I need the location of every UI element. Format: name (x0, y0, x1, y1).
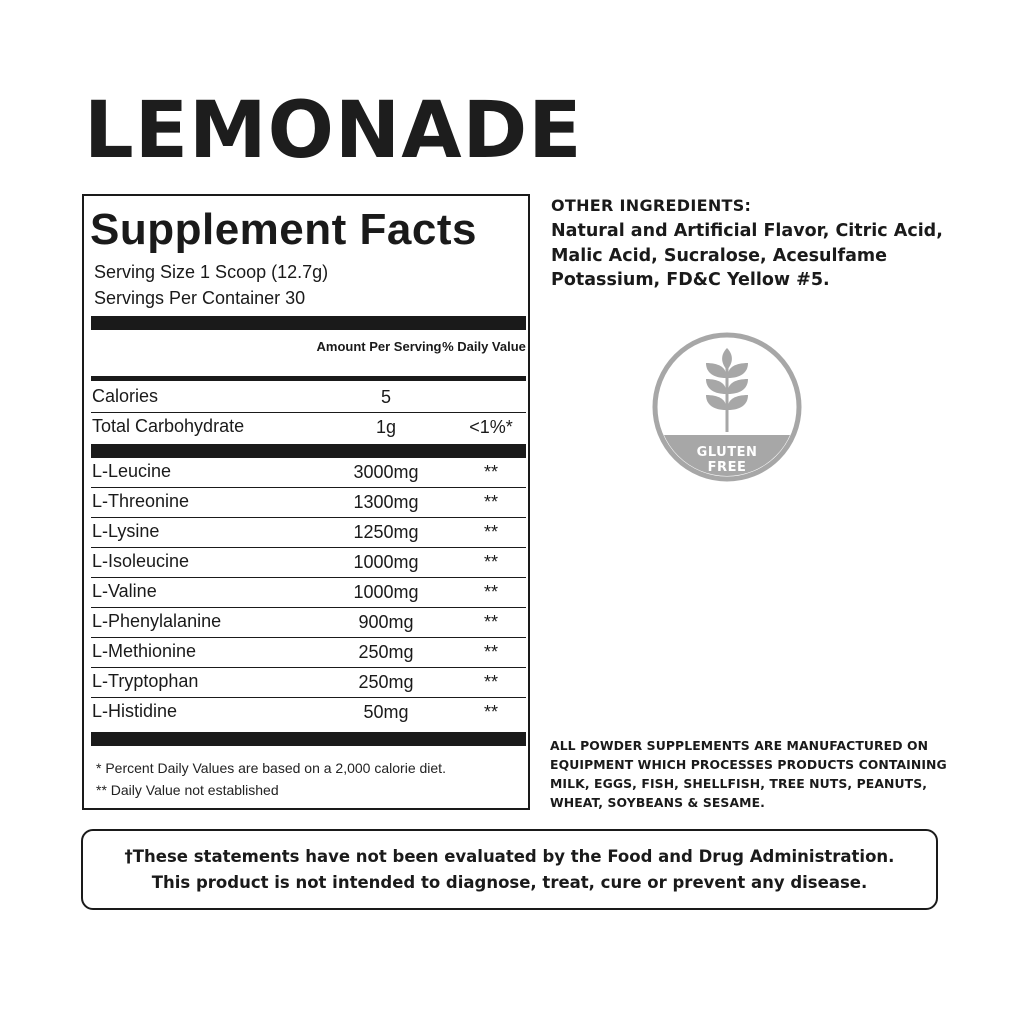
table-row (91, 488, 526, 518)
nutrient-dv: <1%* (469, 417, 513, 437)
nutrient-dv: ** (483, 492, 498, 512)
table-row (91, 383, 526, 413)
table-row (91, 608, 526, 638)
nutrient-amount: 1250mg (353, 522, 419, 542)
nutrient-dv: ** (483, 522, 498, 542)
nutrient-amount: 250mg (358, 642, 414, 662)
nutrient-dv: ** (483, 642, 498, 662)
nutrient-amount: 250mg (358, 672, 414, 692)
nutrient-name: Total Carbohydrate (92, 416, 245, 436)
table-row (91, 413, 526, 443)
footnote-not-established: ** Daily Value not established (96, 782, 279, 798)
nutrient-amount: 50mg (363, 702, 409, 722)
table-row (91, 698, 526, 728)
nutrient-amount: 1000mg (353, 582, 419, 602)
medium-divider (91, 376, 526, 381)
header-amount-per-serving: Amount Per Serving (316, 339, 442, 354)
disclaimer-line-1: †These statements have not been evaluated by the Food and Drug Administration. (124, 847, 895, 866)
other-ingredients-text: Natural and Artificial Flavor, Citric Acid, Malic Acid, Sucralose, Acesulfame Potassium, FD&C Yellow #5. (551, 221, 943, 290)
nutrient-dv: ** (483, 582, 498, 602)
table-row (91, 458, 526, 488)
nutrient-name: L-Methionine (92, 641, 197, 661)
nutrient-dv: ** (483, 552, 498, 572)
thick-divider (91, 732, 526, 746)
badge-label-gluten: GLUTEN (696, 445, 758, 460)
nutrient-amount: 1000mg (353, 552, 419, 572)
nutrient-amount: 3000mg (353, 462, 419, 482)
nutrient-dv: ** (483, 612, 498, 632)
nutrient-name: L-Lysine (92, 521, 160, 541)
nutrient-name: L-Histidine (92, 701, 178, 721)
nutrient-name: L-Phenylalanine (92, 611, 222, 631)
header-daily-value: % Daily Value (442, 339, 526, 354)
badge-label-free: FREE (707, 460, 747, 475)
nutrient-amount: 5 (380, 387, 391, 407)
thick-divider (91, 316, 526, 330)
facts-title: Supplement Facts (90, 205, 477, 254)
nutrient-name: Calories (92, 386, 159, 406)
nutrient-dv: ** (483, 702, 498, 722)
fda-disclaimer-box (81, 829, 938, 910)
servings-per-container: Servings Per Container 30 (94, 288, 306, 308)
nutrient-amount: 1g (375, 417, 397, 437)
table-row (91, 548, 526, 578)
allergen-warning: ALL POWDER SUPPLEMENTS ARE MANUFACTURED ON EQUIPMENT WHICH PROCESSES PRODUCTS CONTAINING MILK, EGGS, FISH, SHELLFISH, TREE NUTS, PEANUTS, WHEAT, SOYBEANS & SESAME. (550, 738, 947, 810)
other-ingredients-title: OTHER INGREDIENTS: (551, 196, 752, 215)
nutrient-name: L-Leucine (92, 461, 172, 481)
nutrient-name: L-Tryptophan (92, 671, 199, 691)
table-row (91, 518, 526, 548)
serving-size: Serving Size 1 Scoop (12.7g) (94, 262, 329, 282)
table-row (91, 668, 526, 698)
nutrient-amount: 900mg (358, 612, 414, 632)
product-title: LEMONADE (84, 86, 583, 176)
table-row (91, 578, 526, 608)
footnote-daily-values: * Percent Daily Values are based on a 2,000 calorie diet. (96, 760, 446, 776)
thick-divider (91, 444, 526, 458)
table-row (91, 638, 526, 668)
gluten-free-badge (652, 332, 802, 482)
nutrient-dv: ** (483, 672, 498, 692)
nutrient-name: L-Isoleucine (92, 551, 190, 571)
nutrient-dv: ** (483, 462, 498, 482)
supplement-facts-panel (82, 194, 530, 810)
nutrient-name: L-Threonine (92, 491, 190, 511)
nutrient-name: L-Valine (92, 581, 157, 601)
disclaimer-line-2: This product is not intended to diagnose, treat, cure or prevent any disease. (151, 873, 868, 892)
nutrient-amount: 1300mg (353, 492, 419, 512)
